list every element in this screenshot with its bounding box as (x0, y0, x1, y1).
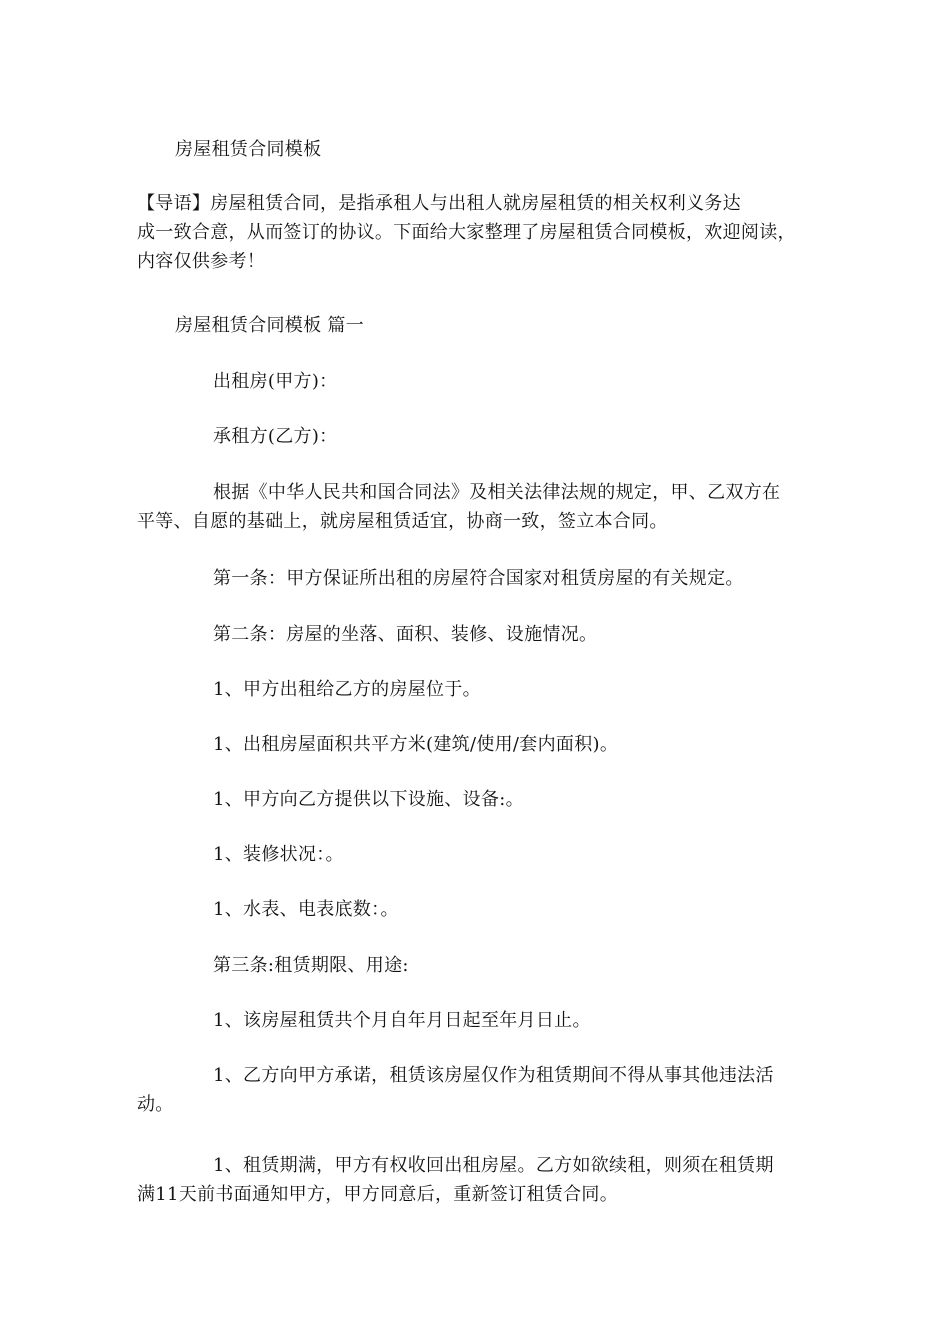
article-3-item-line-2: 满11天前书面通知甲方，甲方同意后，重新签订租赁合同。 (137, 1184, 619, 1205)
article-2-item: 1、水表、电表底数：。 (213, 899, 399, 920)
article-2-item: 1、甲方出租给乙方的房屋位于。 (213, 679, 481, 700)
party-b-label: 承租方(乙方)： (213, 426, 338, 447)
article-1: 第一条：甲方保证所出租的房屋符合国家对租赁房屋的有关规定。 (213, 568, 744, 589)
party-a-label: 出租房(甲方)： (213, 371, 338, 392)
article-3-item-line-2: 动。 (137, 1094, 174, 1115)
intro-line-1: 【导语】房屋租赁合同，是指承租人与出租人就房屋租赁的相关权利义务达 (137, 193, 741, 214)
intro-paragraph (137, 189, 817, 276)
article-3-item-paragraph (137, 1151, 817, 1209)
intro-line-3: 内容仅供参考！ (137, 251, 266, 272)
basis-paragraph (137, 478, 817, 536)
basis-line-2: 平等、自愿的基础上，就房屋租赁适宜，协商一致，签立本合同。 (137, 511, 668, 532)
basis-line-1: 根据《中华人民共和国合同法》及相关法律法规的规定，甲、乙双方在 (213, 482, 781, 503)
article-2-item: 1、装修状况：。 (213, 844, 344, 865)
section-title: 房屋租赁合同模板 篇一 (175, 315, 365, 336)
article-3: 第三条:租赁期限、用途: (213, 955, 409, 976)
intro-line-2: 成一致合意，从而签订的协议。下面给大家整理了房屋租赁合同模板，欢迎阅读， (137, 222, 796, 243)
article-2-item: 1、甲方向乙方提供以下设施、设备:。 (213, 789, 524, 810)
article-3-item-paragraph (137, 1061, 817, 1119)
article-3-item: 1、该房屋租赁共个月自年月日起至年月日止。 (213, 1010, 591, 1031)
doc-title: 房屋租赁合同模板 (175, 139, 322, 160)
article-2-item: 1、出租房屋面积共平方米(建筑/使用/套内面积)。 (213, 734, 619, 755)
article-2: 第二条：房屋的坐落、面积、装修、设施情况。 (213, 624, 598, 645)
article-3-item-line-1: 1、租赁期满，甲方有权收回出租房屋。乙方如欲续租，则须在租赁期 (213, 1155, 774, 1176)
article-3-item-line-1: 1、乙方向甲方承诺，租赁该房屋仅作为租赁期间不得从事其他违法活 (213, 1065, 774, 1086)
